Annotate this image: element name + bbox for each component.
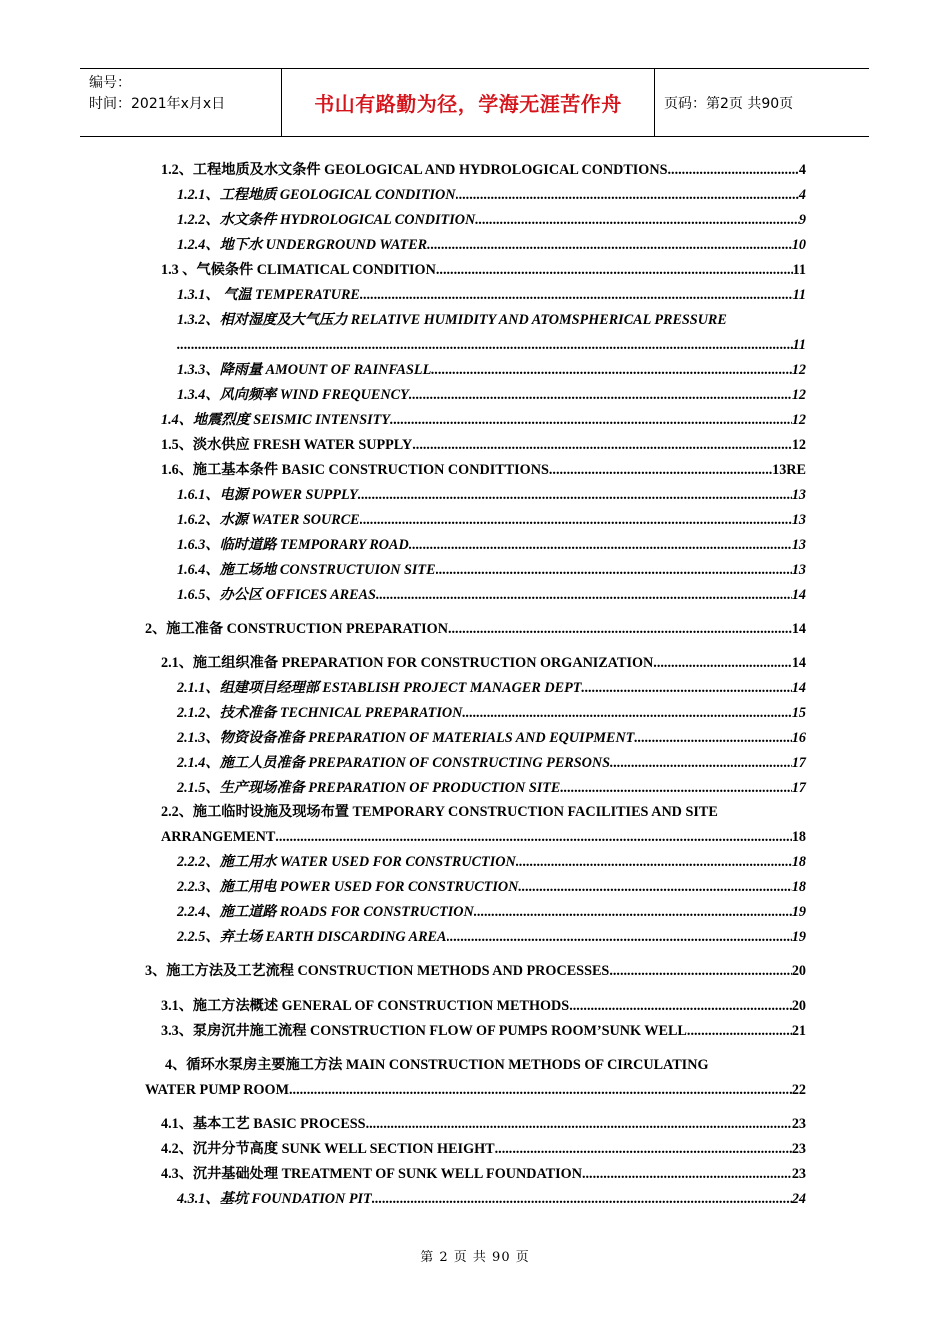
toc-entry-title: 2、施工准备 CONSTRUCTION PREPARATION [145,621,448,637]
toc-entry-title: 4.3.1、基坑 FOUNDATION PIT [177,1191,372,1207]
toc-entry-page: 23 [791,1116,806,1132]
toc-entry[interactable] [177,678,806,698]
toc-entry-title[interactable]: 2.2、施工临时设施及现场布置 TEMPORARY CONSTRUCTION FACILITIES AND SITE [161,804,718,820]
toc-entry[interactable] [161,1021,806,1041]
toc-entry-title: 3.3、泵房沉井施工流程 CONSTRUCTION FLOW OF PUMPS ROOM’SUNK WELL [161,1023,687,1039]
toc-entry-title: 2.2.2、施工用水 WATER USED FOR CONSTRUCTION [177,854,516,870]
toc-entry[interactable] [161,1139,806,1159]
toc-entry-page: 14 [791,587,806,603]
toc-entry-page: 15 [791,705,806,721]
toc-entry-title: 1.6.2、水源 WATER SOURCE [177,512,360,528]
toc-entry-title: 1.6.3、临时道路 TEMPORARY ROAD [177,537,409,553]
toc-entry[interactable] [177,728,806,748]
toc-entry[interactable] [177,753,806,773]
toc-entry[interactable] [177,585,806,605]
toc-entry-page: 13 [791,562,806,578]
toc-entry-page: 12 [791,412,806,428]
toc-entry-title: 2.2.3、施工用电 POWER USED FOR CONSTRUCTION [177,879,519,895]
toc-entry[interactable] [161,460,806,480]
toc-entry[interactable] [161,1114,806,1134]
toc-entry-page: 12 [791,437,806,453]
toc-entry-title: 4.1、基本工艺 BASIC PROCESS [161,1116,366,1132]
toc-entry[interactable] [177,235,806,255]
toc-entry-title: 1.2.1、工程地质 GEOLOGICAL CONDITION [177,187,456,203]
toc-entry-title: 3、施工方法及工艺流程 CONSTRUCTION METHODS AND PROCESSES [145,963,610,979]
toc-entry-page: 13 [791,512,806,528]
toc-entry[interactable] [161,996,806,1016]
toc-entry-title: 2.1、施工组织准备 PREPARATION FOR CONSTRUCTION ORGANIZATION [161,655,654,671]
toc-entry-title: 1.3 、气候条件 CLIMATICAL CONDITION [161,262,436,278]
toc-entry-page: 14 [791,680,806,696]
toc-entry-title: 1.2.2、水文条件 HYDROLOGICAL CONDITION [177,212,476,228]
toc-entry[interactable] [177,285,806,305]
toc-entry-page: 18 [791,879,806,895]
toc-entry[interactable] [177,927,806,947]
toc-entry-page: 18 [791,829,806,845]
toc-entry[interactable] [161,827,806,847]
toc-entry-page: 18 [791,854,806,870]
toc-entry-page: 19 [791,904,806,920]
toc-entry-title: 2.2.5、弃土场 EARTH DISCARDING AREA [177,929,447,945]
toc-entry-page: 12 [791,387,806,403]
toc-entry-title: 1.6.5、办公区 OFFICES AREAS [177,587,376,603]
toc-entry[interactable] [177,877,806,897]
toc-entry-page: 22 [791,1082,806,1098]
toc-entry-page: 11 [792,262,806,278]
document-date: 时间：2021年x月x日 [89,96,226,112]
header-motto: 书山有路勤为径，学海无涯苦作舟 [314,92,622,116]
header-page-info: 页码：第2页 共90页 [664,95,794,112]
toc-entry[interactable] [177,902,806,922]
toc-entry-page: 14 [791,621,806,637]
toc-entry-title: 1.2.4、地下水 UNDERGROUND WATER [177,237,428,253]
header-meta [80,69,281,136]
toc-entry-title: 1.6.1、电源 POWER SUPPLY [177,487,358,503]
toc-entry-title: ARRANGEMENT [161,829,276,845]
toc-entry[interactable] [177,778,806,798]
toc-entry-title: 1.6、施工基本条件 BASIC CONSTRUCTION CONDITTIONS [161,462,549,478]
toc-entry[interactable] [177,1189,806,1209]
toc-entry-title: 2.1.5、生产现场准备 PREPARATION OF PRODUCTION SITE [177,780,561,796]
toc-entry-page: 17 [791,755,806,771]
toc-entry[interactable] [145,1080,806,1100]
toc-entry-page: 13RE [772,462,806,478]
toc-entry-title: 2.1.2、技术准备 TECHNICAL PREPARATION [177,705,463,721]
toc-entry-title: 2.1.4、施工人员准备 PREPARATION OF CONSTRUCTING PERSONS [177,755,611,771]
document-number-label: 编号： [89,75,131,91]
toc-entry-title: 2.2.4、施工道路 ROADS FOR CONSTRUCTION [177,904,474,920]
toc-entry[interactable] [177,360,806,380]
toc-entry-title: 1.3.1、 气温 TEMPERATURE [177,287,360,303]
toc-entry-page: 4 [798,162,806,178]
toc-entry[interactable] [177,185,806,205]
toc-entry-title: 4.3、沉井基础处理 TREATMENT OF SUNK WELL FOUNDATION [161,1166,582,1182]
toc-entry-page: 11 [792,287,806,303]
toc-entry-page: 12 [791,362,806,378]
toc-entry-page: 23 [791,1166,806,1182]
toc-entry-page: 9 [798,212,806,228]
toc-entry[interactable] [161,160,806,180]
page-header [80,68,869,137]
toc-entry-page: 23 [791,1141,806,1157]
toc-entry-title[interactable]: 1.3.2、相对湿度及大气压力 RELATIVE HUMIDITY AND ATOMSPHERICAL PRESSURE [177,312,727,328]
toc-entry-title: 2.1.3、物资设备准备 PREPARATION OF MATERIALS AND EQUIPMENT [177,730,635,746]
toc-entry[interactable] [177,560,806,580]
toc-entry-page: 16 [791,730,806,746]
toc-entry[interactable] [145,619,806,639]
header-page-info-cell [654,69,869,136]
toc-entry-page: 24 [791,1191,806,1207]
toc-entry[interactable] [177,210,806,230]
toc-entry-page: 21 [791,1023,806,1039]
toc-entry-page: 11 [792,337,806,353]
toc-entry-title: 2.1.1、组建项目经理部 ESTABLISH PROJECT MANAGER DEPT [177,680,582,696]
toc-entry[interactable] [161,435,806,455]
toc-entry-page: 17 [791,780,806,796]
toc-entry-page: 20 [791,998,806,1014]
toc-entry[interactable] [177,852,806,872]
toc-entry-title: WATER PUMP ROOM [145,1082,289,1098]
toc-entry-page: 4 [798,187,806,203]
page-footer: 第 2 页 共 90 页 [420,1250,530,1265]
toc-entry[interactable] [177,510,806,530]
toc-entry-title: 1.4、地震烈度 SEISMIC INTENSITY [161,412,391,428]
toc-entry-title: 1.2、工程地质及水文条件 GEOLOGICAL AND HYDROLOGICAL CONDTIONS [161,162,668,178]
toc-entry-title: 1.3.4、风向频率 WIND FREQUENCY [177,387,409,403]
toc-entry-title: 1.5、淡水供应 FRESH WATER SUPPLY [161,437,413,453]
toc-entry-page: 19 [791,929,806,945]
toc-entry-title: 4.2、沉井分节高度 SUNK WELL SECTION HEIGHT [161,1141,495,1157]
toc-entry[interactable] [177,385,806,405]
toc-entry[interactable] [177,703,806,723]
toc-entry[interactable] [161,410,806,430]
toc-entry[interactable] [177,485,806,505]
toc-entry[interactable] [161,1164,806,1184]
toc-entry-page: 20 [791,963,806,979]
toc-entry-page: 14 [791,655,806,671]
toc-entry[interactable] [161,260,806,280]
toc-entry-page: 10 [791,237,806,253]
toc-entry[interactable] [177,335,806,355]
toc-entry-title: 1.6.4、施工场地 CONSTRUCTUION SITE [177,562,436,578]
header-motto-cell [281,69,655,136]
toc-entry-page: 13 [791,487,806,503]
toc-entry-title[interactable]: 4、循环水泵房主要施工方法 MAIN CONSTRUCTION METHODS OF CIRCULATING [165,1057,709,1073]
toc-entry[interactable] [177,535,806,555]
toc-entry[interactable] [145,961,806,981]
toc-entry[interactable] [161,653,806,673]
toc-entry-page: 13 [791,537,806,553]
toc-entry-title: 3.1、施工方法概述 GENERAL OF CONSTRUCTION METHODS [161,998,570,1014]
toc-entry-title: 1.3.3、降雨量 AMOUNT OF RAINFASLL [177,362,432,378]
